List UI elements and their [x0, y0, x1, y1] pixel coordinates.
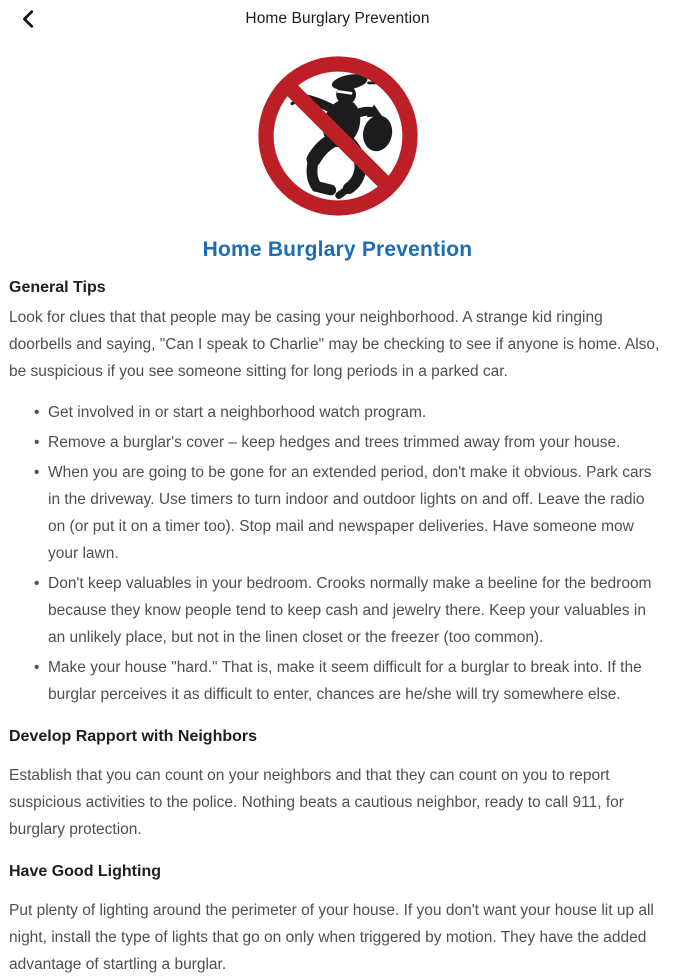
hero-section: [0, 46, 675, 262]
lighting-paragraph: Put plenty of lighting around the perimeter of your house. If you don't want your house lit up all night, install the type of lights that go on only when triggered by motion. They have the added advantage of startling a burglar.: [9, 902, 654, 973]
section-heading-lighting: Have Good Lighting: [9, 863, 161, 880]
list-item: • Make your house "hard." That is, make it seem difficult for a burglar to break into. If the burglar perceives it as difficult to enter, chances are he/she will try somewhere else.: [48, 654, 666, 708]
list-item: • Remove a burglar's cover – keep hedges and trees trimmed away from your house.: [48, 429, 666, 456]
general-tips-bullet-list: [9, 399, 666, 708]
section-heading-rapport: Develop Rapport with Neighbors: [9, 728, 258, 745]
list-item: • When you are going to be gone for an extended period, don't make it obvious. Park cars in the driveway. Use timers to turn indoor and outdoor lights on and off. Leave the radio on (or put it on a timer too). Stop mail and newspaper deliveries. Have someone mow your lawn.: [48, 459, 666, 567]
article-title: Home Burglary Prevention: [202, 238, 473, 261]
article-body: [0, 277, 675, 978]
list-item: • Don't keep valuables in your bedroom. Crooks normally make a beeline for the bedroom because they know people tend to keep cash and jewelry there. Keep your valuables in an unlikely place, but not in the linen closet or the freezer (too common).: [48, 570, 666, 651]
back-button[interactable]: [16, 7, 42, 33]
list-item: • Get involved in or start a neighborhood watch program.: [48, 399, 666, 426]
section-heading-general-tips: General Tips: [9, 279, 106, 296]
chevron-left-icon: [18, 8, 40, 33]
rapport-paragraph: Establish that you can count on your neighbors and that they can count on you to report suspicious activities to the police. Nothing beats a cautious neighbor, ready to call 911, for burglary protection.: [9, 767, 624, 838]
page-title: Home Burglary Prevention: [245, 10, 430, 27]
header-bar: [0, 0, 675, 38]
no-burglar-icon: [248, 46, 428, 226]
general-tips-intro-paragraph: Look for clues that that people may be casing your neighborhood. A strange kid ringing doorbells and saying, "Can I speak to Charlie" may be checking to see if anyone is home. Also, be suspicious if you see someone sitting for long periods in a parked car.: [9, 309, 660, 380]
